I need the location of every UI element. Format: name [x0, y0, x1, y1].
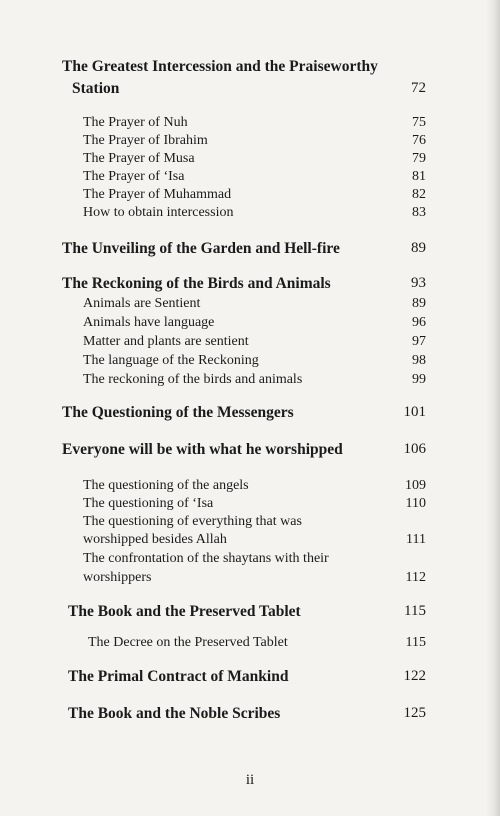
toc-page-number: 122 — [403, 668, 426, 684]
toc-heading-title: The Greatest Intercession and the Praiseworthy — [62, 58, 378, 75]
toc-page-number: 82 — [412, 187, 426, 202]
toc-subentry — [0, 151, 500, 171]
toc-page-number: 97 — [412, 334, 426, 349]
toc-page-number: 110 — [405, 496, 426, 511]
toc-subentry-title: The Prayer of Musa — [83, 151, 195, 166]
toc-subentry — [0, 478, 500, 498]
toc-subentry — [0, 570, 500, 590]
toc-subentry-title: The confrontation of the shaytans with their — [83, 551, 329, 566]
toc-heading-line — [0, 58, 500, 78]
toc-subentry-title: The questioning of everything that was — [83, 514, 302, 529]
toc-subentry — [0, 315, 500, 335]
toc-heading-title: Everyone will be with what he worshipped — [62, 441, 343, 458]
toc-heading-title: The Reckoning of the Birds and Animals — [62, 275, 331, 292]
toc-page-number: 101 — [403, 404, 426, 420]
toc-subentry-title: Matter and plants are sentient — [83, 334, 249, 349]
toc-page-number: 89 — [411, 240, 426, 256]
toc-subentry-title: The questioning of ‘Isa — [83, 496, 214, 511]
toc-page-number: 112 — [405, 570, 426, 585]
toc-subentry-title: worshippers — [83, 570, 152, 585]
toc-heading-line — [0, 668, 500, 688]
toc-subentry — [0, 496, 500, 516]
toc-heading-title: The Book and the Noble Scribes — [68, 705, 281, 722]
toc-page-number: 111 — [406, 532, 426, 547]
toc-heading-line — [0, 705, 500, 725]
toc-subentry-title: The Prayer of ‘Isa — [83, 169, 185, 184]
toc-subentry-title: How to obtain intercession — [83, 205, 234, 220]
toc-subentry — [0, 551, 500, 571]
toc-heading-title: The Unveiling of the Garden and Hell-fire — [62, 240, 340, 257]
toc-subentry — [0, 635, 500, 655]
toc-page-number: 115 — [404, 603, 426, 619]
toc-heading-title: The Book and the Preserved Tablet — [68, 603, 301, 620]
toc-subentry-title: The language of the Reckoning — [83, 353, 259, 368]
toc-subentry — [0, 169, 500, 189]
toc-heading-title: The Questioning of the Messengers — [62, 404, 294, 421]
page-number-footer: ii — [245, 772, 255, 788]
toc-subentry-title: Animals have language — [83, 315, 215, 330]
toc-subentry — [0, 187, 500, 207]
toc-subentry-title: The questioning of the angels — [83, 478, 249, 493]
toc-subentry-title: worshipped besides Allah — [83, 532, 227, 547]
toc-heading-title: Station — [72, 80, 120, 97]
toc-page-number: 109 — [405, 478, 426, 493]
toc-page-number: 81 — [412, 169, 426, 184]
toc-page-number: 115 — [405, 635, 426, 650]
toc-subentry — [0, 372, 500, 392]
toc-subentry — [0, 115, 500, 135]
toc-subentry-title: The Decree on the Preserved Tablet — [88, 635, 288, 650]
toc-page-number: 98 — [412, 353, 426, 368]
toc-page-number: 72 — [411, 80, 426, 96]
toc-heading-line — [0, 441, 500, 461]
toc-page-number: 79 — [412, 151, 426, 166]
toc-subentry — [0, 532, 500, 552]
toc-subentry — [0, 334, 500, 354]
toc-heading-line — [0, 80, 500, 100]
toc-heading-line — [0, 240, 500, 260]
toc-page-number: 89 — [412, 296, 426, 311]
toc-page-number: 106 — [403, 441, 426, 457]
toc-subentry — [0, 205, 500, 225]
toc-subentry-title: The reckoning of the birds and animals — [83, 372, 303, 387]
toc-page-number: 99 — [412, 372, 426, 387]
toc-page-number: 76 — [412, 133, 426, 148]
toc-subentry-title: The Prayer of Muhammad — [83, 187, 232, 202]
toc-subentry — [0, 514, 500, 534]
toc-page-number: 93 — [411, 275, 426, 291]
toc-heading-line — [0, 603, 500, 623]
toc-subentry — [0, 353, 500, 373]
toc-page-number: 83 — [412, 205, 426, 220]
toc-page-number: 75 — [412, 115, 426, 130]
toc-subentry-title: Animals are Sentient — [83, 296, 201, 311]
toc-subentry — [0, 296, 500, 316]
toc-page-number: 125 — [403, 705, 426, 721]
toc-heading-line — [0, 275, 500, 295]
toc-subentry-title: The Prayer of Ibrahim — [83, 133, 208, 148]
toc-page-number: 96 — [412, 315, 426, 330]
toc-subentry-title: The Prayer of Nuh — [83, 115, 188, 130]
toc-heading-line — [0, 404, 500, 424]
toc-subentry — [0, 133, 500, 153]
toc-heading-title: The Primal Contract of Mankind — [68, 668, 289, 685]
